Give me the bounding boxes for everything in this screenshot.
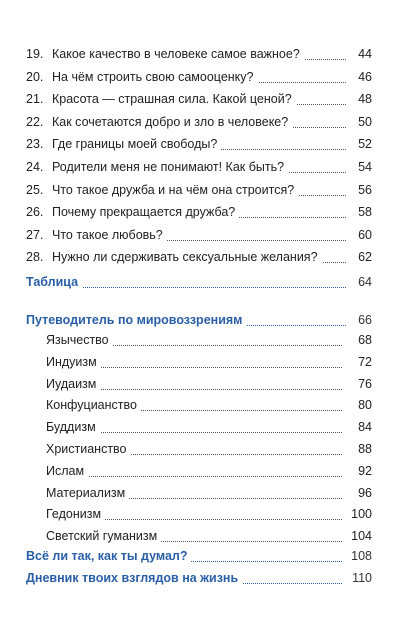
toc-entry-question bbox=[0, 157, 416, 177]
entry-page-number: 68 bbox=[358, 333, 372, 347]
entry-number: 22. bbox=[26, 115, 44, 129]
entry-page-number: 110 bbox=[352, 571, 372, 585]
toc-section-table bbox=[0, 272, 416, 292]
entry-title: Ислам bbox=[46, 461, 88, 481]
entry-title: Почему прекращается дружба? bbox=[52, 202, 239, 222]
entry-page-number: 76 bbox=[358, 377, 372, 391]
entry-title: Таблица bbox=[26, 272, 82, 292]
entry-page-number: 50 bbox=[358, 115, 372, 129]
entry-title: Буддизм bbox=[46, 417, 100, 437]
entry-number: 26. bbox=[26, 205, 44, 219]
entry-title: Как сочетаются добро и зло в человеке? bbox=[52, 112, 292, 132]
entry-page-number: 56 bbox=[358, 183, 372, 197]
entry-title: Что такое любовь? bbox=[52, 225, 167, 245]
entry-page-number: 62 bbox=[358, 250, 372, 264]
entry-page-number: 108 bbox=[351, 549, 372, 563]
entry-page-number: 60 bbox=[358, 228, 372, 242]
toc-entry-question bbox=[0, 247, 416, 267]
toc-entry-question bbox=[0, 202, 416, 222]
entry-title: Какое качество в человеке самое важное? bbox=[52, 44, 304, 64]
entry-title: Путеводитель по мировоззрениям bbox=[26, 310, 246, 330]
entry-title: Где границы моей свободы? bbox=[52, 134, 221, 154]
entry-number: 28. bbox=[26, 250, 44, 264]
entry-title: Всё ли так, как ты думал? bbox=[26, 546, 191, 566]
entry-title: Светский гуманизм bbox=[46, 526, 161, 546]
entry-title: Родители меня не понимают! Как быть? bbox=[52, 157, 288, 177]
entry-number: 20. bbox=[26, 70, 44, 84]
entry-page-number: 104 bbox=[351, 529, 372, 543]
entry-page-number: 84 bbox=[358, 420, 372, 434]
entry-page-number: 100 bbox=[351, 507, 372, 521]
entry-title: Красота — страшная сила. Какой ценой? bbox=[52, 89, 296, 109]
leader-dots bbox=[46, 456, 342, 477]
entry-title: Индуизм bbox=[46, 352, 101, 372]
entry-title: Конфуцианство bbox=[46, 395, 141, 415]
entry-page-number: 52 bbox=[358, 137, 372, 151]
entry-page-number: 46 bbox=[358, 70, 372, 84]
entry-title: Что такое дружба и на чём она строится? bbox=[52, 180, 298, 200]
entry-number: 19. bbox=[26, 47, 44, 61]
toc-section-closing bbox=[0, 568, 416, 588]
entry-page-number: 96 bbox=[358, 486, 372, 500]
entry-title: На чём строить свою самооценку? bbox=[52, 67, 258, 87]
toc-entry-question bbox=[0, 44, 416, 64]
entry-page-number: 64 bbox=[358, 275, 372, 289]
entry-title: Гедонизм bbox=[46, 504, 105, 524]
entry-title: Христианство bbox=[46, 439, 131, 459]
entry-number: 21. bbox=[26, 92, 44, 106]
entry-number: 27. bbox=[26, 228, 44, 242]
entry-title: Иудаизм bbox=[46, 374, 100, 394]
entry-page-number: 54 bbox=[358, 160, 372, 174]
entry-title: Материализм bbox=[46, 483, 129, 503]
toc-entry-question bbox=[0, 89, 416, 109]
entry-page-number: 58 bbox=[358, 205, 372, 219]
entry-title: Нужно ли сдерживать сексуальные желания? bbox=[52, 247, 322, 267]
entry-page-number: 88 bbox=[358, 442, 372, 456]
toc-entry-question bbox=[0, 134, 416, 154]
entry-number: 25. bbox=[26, 183, 44, 197]
entry-title: Язычество bbox=[46, 330, 113, 350]
entry-page-number: 80 bbox=[358, 398, 372, 412]
entry-number: 23. bbox=[26, 137, 44, 151]
entry-page-number: 72 bbox=[358, 355, 372, 369]
entry-title: Дневник твоих взглядов на жизнь bbox=[26, 568, 242, 588]
entry-number: 24. bbox=[26, 160, 44, 174]
entry-page-number: 44 bbox=[358, 47, 372, 61]
entry-page-number: 48 bbox=[358, 92, 372, 106]
entry-page-number: 92 bbox=[358, 464, 372, 478]
entry-page-number: 66 bbox=[358, 313, 372, 327]
